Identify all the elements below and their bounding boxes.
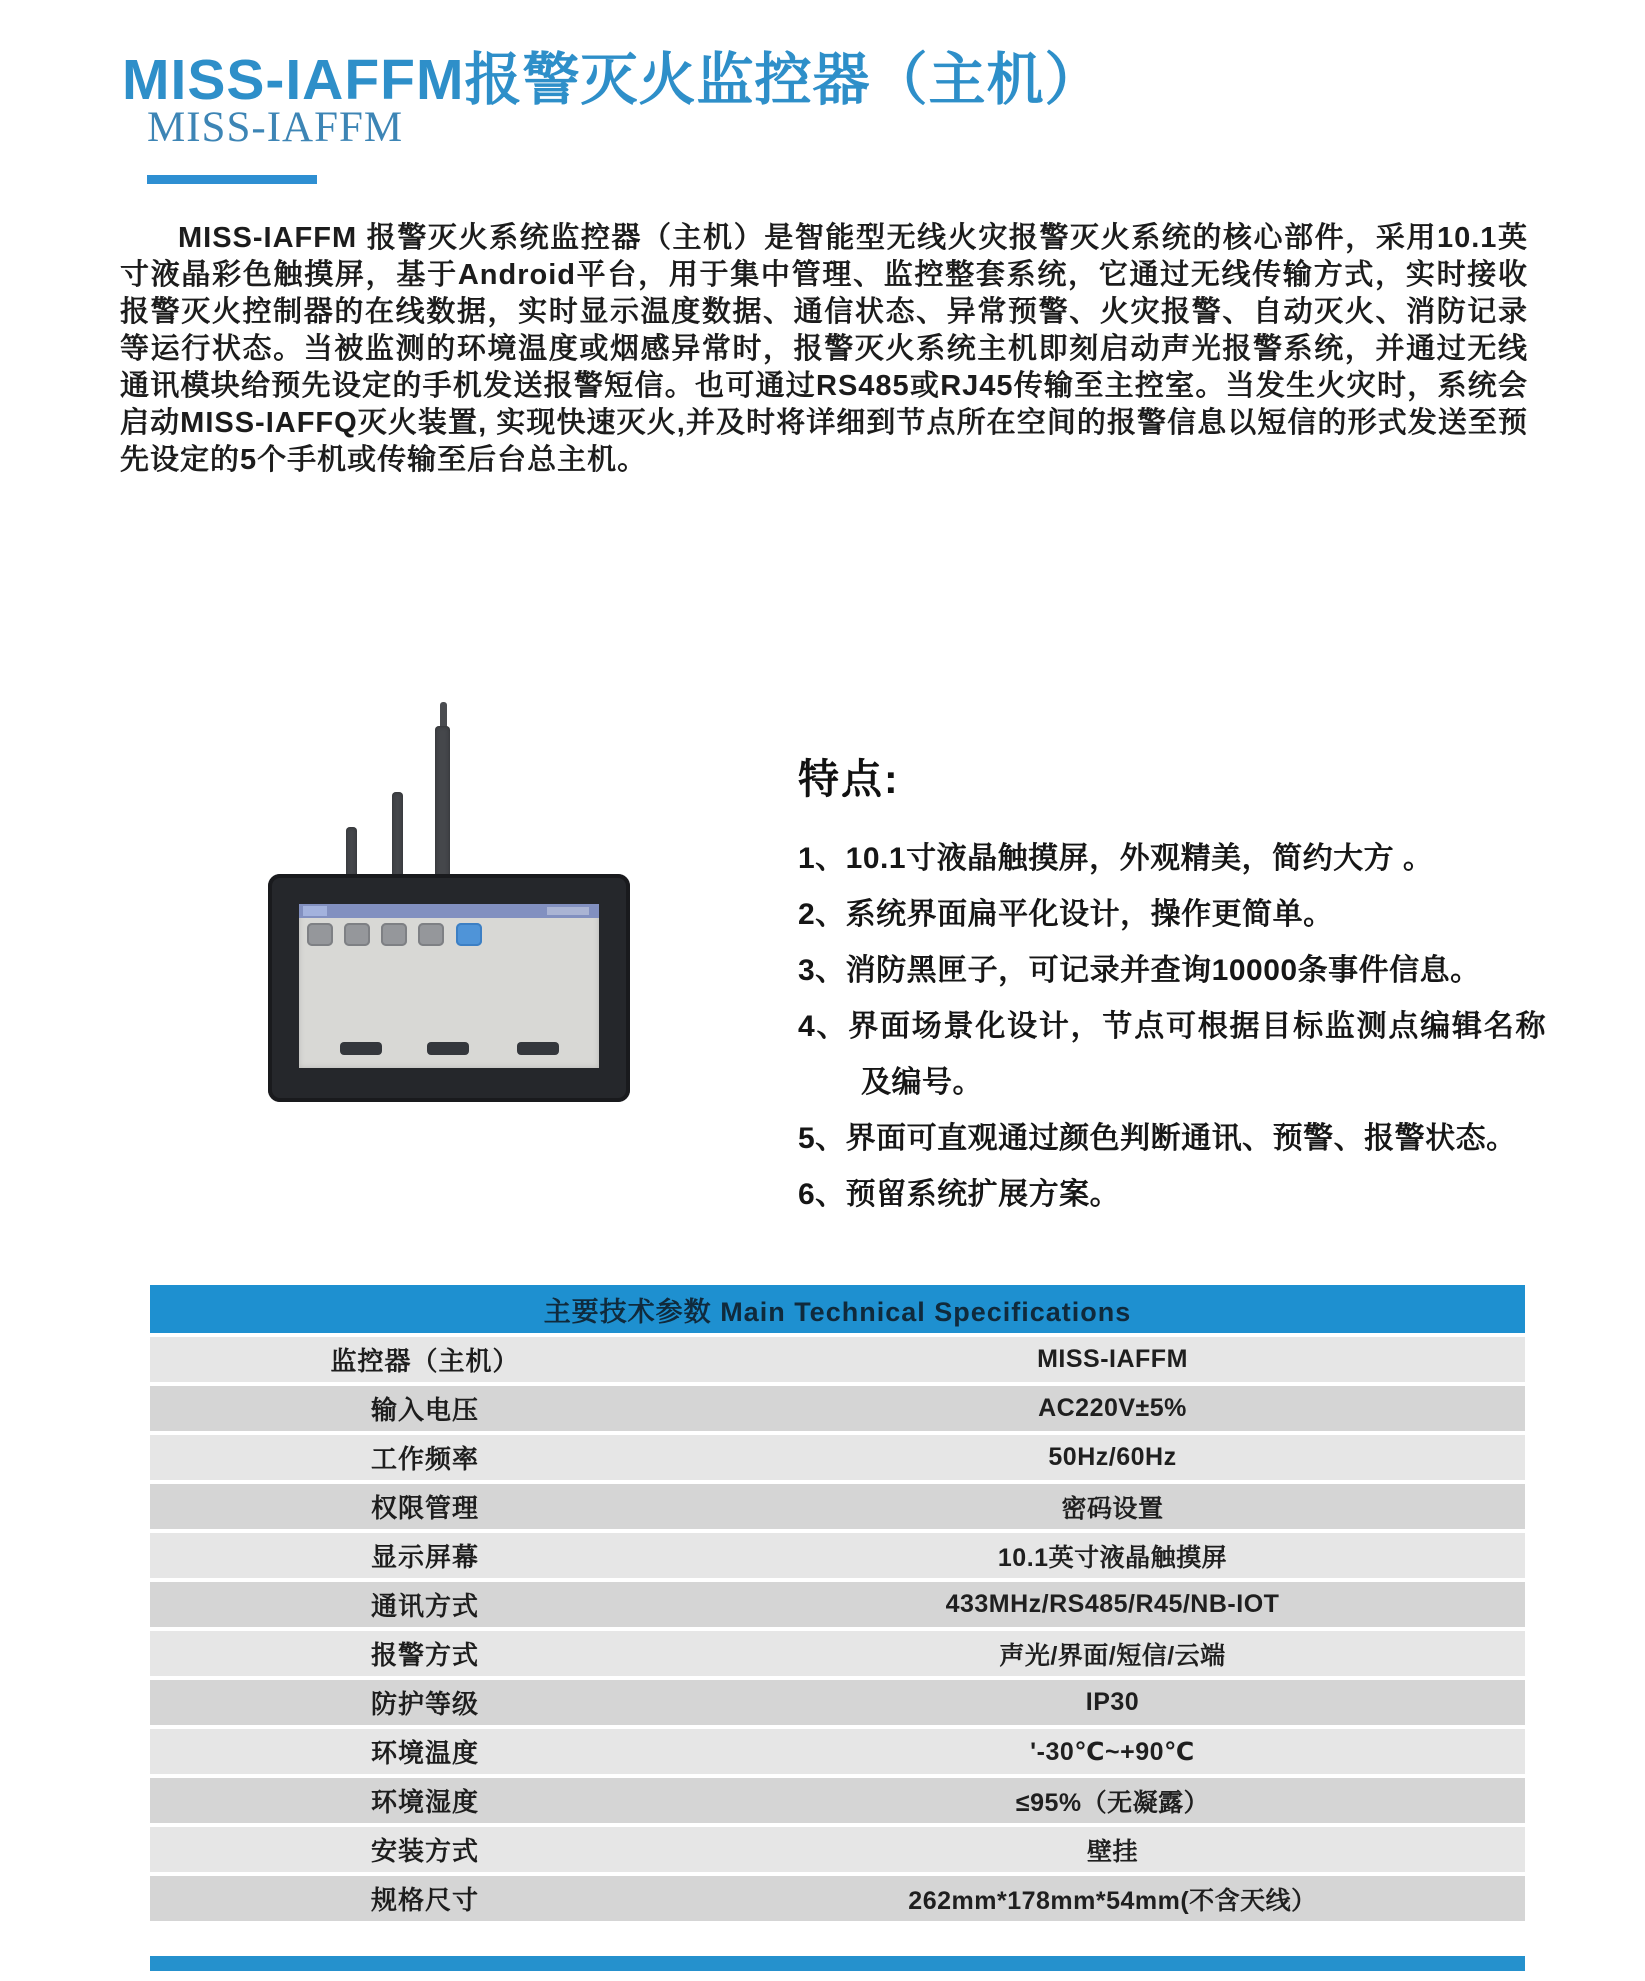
title-underline xyxy=(147,175,317,184)
spec-row xyxy=(150,1778,1525,1823)
statusbar-segment xyxy=(547,907,589,915)
spec-label: 显示屏幕 xyxy=(370,1542,479,1572)
spec-row xyxy=(150,1533,1525,1578)
spec-value: 10.1英寸液晶触摸屏 xyxy=(997,1543,1228,1572)
screen-app-icon xyxy=(418,923,444,946)
screen-button xyxy=(340,1042,382,1055)
page-subtitle: MISS-IAFFM xyxy=(147,104,404,151)
antenna-large xyxy=(435,726,450,898)
spec-label: 输入电压 xyxy=(370,1395,479,1425)
feature-item: 3、消防黑匣子，可记录并查询10000条事件信息。 xyxy=(798,954,1481,987)
feature-item: 6、预留系统扩展方案。 xyxy=(798,1178,1121,1211)
spec-row xyxy=(150,1337,1525,1382)
device-screen xyxy=(299,904,599,1068)
feature-item: 5、界面可直观通过颜色判断通讯、预警、报警状态。 xyxy=(798,1122,1517,1155)
spec-row xyxy=(150,1827,1525,1872)
screen-app-icon xyxy=(307,923,333,946)
feature-item: 4、界面场景化设计，节点可根据目标监测点编辑名称及编号。 xyxy=(798,1010,1546,1099)
spec-label: 规格尺寸 xyxy=(370,1885,479,1915)
spec-row xyxy=(150,1386,1525,1431)
spec-value: 50Hz/60Hz xyxy=(1048,1443,1177,1471)
spec-value: 262mm*178mm*54mm(不含天线） xyxy=(908,1886,1317,1915)
spec-row xyxy=(150,1435,1525,1480)
screen-button xyxy=(427,1042,469,1055)
page-title: MISS-IAFFM报警灭火监控器（主机） xyxy=(122,48,1103,112)
spec-table xyxy=(150,1285,1525,1921)
screen-statusbar xyxy=(299,904,599,918)
screen-button xyxy=(517,1042,559,1055)
spec-value: AC220V±5% xyxy=(1038,1394,1187,1422)
spec-label: 工作频率 xyxy=(370,1444,479,1474)
spec-label: 防护等级 xyxy=(370,1689,479,1719)
spec-label: 权限管理 xyxy=(370,1493,479,1523)
spec-row xyxy=(150,1631,1525,1676)
spec-label: 安装方式 xyxy=(370,1836,479,1866)
spec-value: MISS-IAFFM xyxy=(1037,1345,1188,1373)
spec-label: 环境温度 xyxy=(370,1738,479,1768)
spec-value: 433MHz/RS485/R45/NB-IOT xyxy=(945,1590,1280,1618)
product-description: MISS-IAFFM 报警灭火系统监控器（主机）是智能型无线火灾报警灭火系统的核心部件，采用10.1英寸液晶彩色触摸屏，基于Android平台，用于集中管理、监控整套系统，它通过无线传输方式，实时接收报警灭火控制器的在线数据，实时显示温度数据、通信状态、异常预警、火灾报警、自动灭火、消防记录等运行状态。当被监测的环境温度或烟感异常时，报警灭火系统主机即刻启动声光报警系统，并通过无线通讯模块给预先设定的手机发送报警短信。也可通过RS485或RJ45传输至主控室。当发生火灾时，系统会启动MISS-IAFFQ灭火装置, 实现快速灭火,并及时将详细到节点所在空间的报警信息以短信的形式发送至预先设定的5个手机或传输至后台总主机。 xyxy=(120,222,1528,476)
spec-value: 壁挂 xyxy=(1086,1837,1138,1866)
spec-label: 环境湿度 xyxy=(370,1787,479,1817)
statusbar-segment xyxy=(303,906,327,916)
spec-row xyxy=(150,1680,1525,1725)
spec-row xyxy=(150,1876,1525,1921)
spec-label: 通讯方式 xyxy=(370,1591,479,1621)
feature-item: 1、10.1寸液晶触摸屏，外观精美，简约大方 。 xyxy=(798,842,1434,875)
features-list xyxy=(798,831,1546,1223)
features-section xyxy=(798,746,1546,1223)
spec-label: 报警方式 xyxy=(370,1640,479,1670)
spec-row xyxy=(150,1484,1525,1529)
screen-app-icon-active xyxy=(456,923,482,946)
screen-app-icon xyxy=(381,923,407,946)
spec-value: 密码设置 xyxy=(1061,1494,1164,1523)
spec-row xyxy=(150,1729,1525,1774)
spec-rows xyxy=(150,1337,1525,1921)
spec-value: 声光/界面/短信/云端 xyxy=(999,1641,1226,1670)
features-heading: 特点: xyxy=(798,756,900,802)
footer-accent-bar xyxy=(150,1956,1525,1971)
spec-value: IP30 xyxy=(1085,1688,1140,1716)
spec-table-header: 主要技术参数 Main Technical Specifications xyxy=(150,1285,1525,1333)
spec-row xyxy=(150,1582,1525,1627)
screen-app-icon xyxy=(344,923,370,946)
feature-item: 2、系统界面扁平化设计，操作更简单。 xyxy=(798,898,1334,931)
spec-label: 监控器（主机） xyxy=(330,1346,520,1376)
spec-value: ≤95%（无凝露） xyxy=(1015,1788,1210,1817)
spec-value: '-30℃~+90℃ xyxy=(1030,1737,1195,1766)
